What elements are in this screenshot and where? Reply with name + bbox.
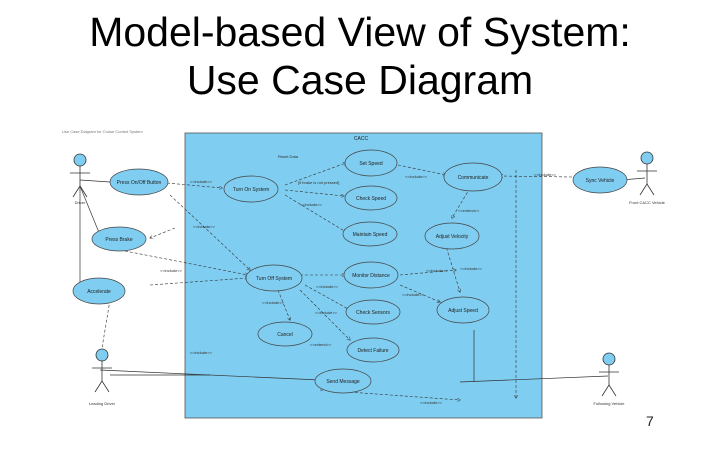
use-case-label: Cancel xyxy=(277,332,293,338)
relation-label: <<include>> xyxy=(190,179,213,184)
relation-label: <<include>> xyxy=(534,172,557,177)
use-case-label: Set Speed xyxy=(359,161,383,167)
slide-title-line-1: Model-based View of System: xyxy=(89,9,631,55)
relation-label: <<include>> xyxy=(460,266,483,271)
use-case-label: Adjust Velocity xyxy=(435,234,469,240)
slide-title-line-2: Use Case Diagram xyxy=(186,57,534,103)
use-case-label: Press On/Off Button xyxy=(116,180,162,186)
use-case-label: Check Speed xyxy=(355,196,387,202)
actor-label-following-vehicle: Following Vehicle xyxy=(593,401,625,406)
use-case-label: Turn On System xyxy=(232,187,270,193)
actor-front-vehicle[interactable] xyxy=(637,152,657,195)
relation-label: <<include>> xyxy=(300,202,323,207)
use-case-label: Monitor Distance xyxy=(352,273,390,279)
relation-label: <<extend>> xyxy=(458,208,480,213)
system-name: CACC xyxy=(353,136,369,142)
relation-label: <<extend>> xyxy=(310,342,332,347)
relation-label: <<include>> xyxy=(316,284,339,289)
diagram-caption: Use Case Diagram for Cruise Control System xyxy=(62,129,143,134)
relation-label: <<include>> xyxy=(426,268,449,273)
use-case-label: Send Message xyxy=(326,379,360,385)
relation-label: [if brake is not pressed] xyxy=(298,180,340,185)
relation-label: Reset Data xyxy=(278,154,299,159)
relation-label: <<include>> xyxy=(315,310,338,315)
relation-label: <<include>> xyxy=(420,400,443,405)
relation-label: <<include>> xyxy=(190,350,213,355)
actor-label-leading-driver: Leading Driver xyxy=(88,401,116,406)
actor-label-driver: Driver xyxy=(74,200,86,205)
use-case-label: Accelerate xyxy=(87,289,111,295)
relation-label: <<include>> xyxy=(405,174,428,179)
page-number: 7 xyxy=(646,413,654,429)
actor-label-front-vehicle: Front CACC Vehicle xyxy=(629,200,665,205)
relation-label: <<include>> xyxy=(262,300,285,305)
actor-following-vehicle[interactable] xyxy=(599,353,619,396)
use-case-label: Maintain Speed xyxy=(352,232,388,238)
use-case-label: Check Sensors xyxy=(356,310,390,316)
use-case-label: Turn Off System xyxy=(255,276,293,282)
use-case-label: Sync Vehicle xyxy=(585,178,615,184)
use-case-label: Adjust Speed xyxy=(448,308,478,314)
relation-label: <<include>> xyxy=(193,224,216,229)
use-case-label: Detect Failure xyxy=(357,348,389,354)
use-case-label: Communicate xyxy=(457,175,489,181)
relation-label: <<include>> xyxy=(402,292,425,297)
relation-label: <<include>> xyxy=(160,268,183,273)
use-case-label: Press Brake xyxy=(105,237,133,243)
